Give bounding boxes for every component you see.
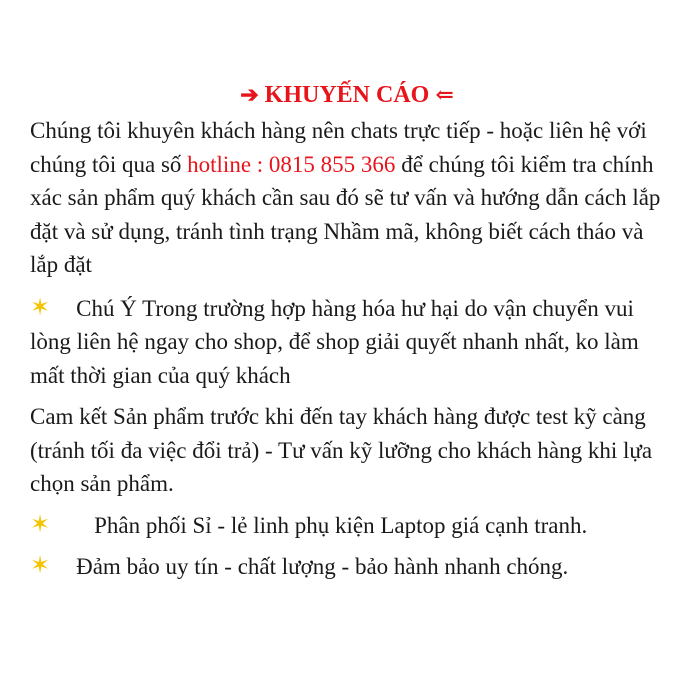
star-icon: ✶ — [30, 294, 51, 321]
notice-title-text: KHUYẾN CÁO — [264, 82, 430, 108]
warranty-paragraph — [30, 550, 664, 584]
hotline-text: hotline : 0815 855 366 — [187, 151, 396, 177]
commitment-paragraph — [30, 400, 664, 501]
contact-text-before: Chúng tôi khuyên khách hàng nên chats trực tiếp - hoặc liên hệ với chúng tôi qua số — [30, 118, 647, 177]
contact-text-after: để chúng tôi kiểm tra chính xác sản phẩm quý khách cần sau đó sẽ tư vấn và hướng dẫn cách lắp đặt và sử dụng, tránh tình trạng Nhầm mã, không biết cách tháo và lắp đặt — [30, 151, 661, 277]
distribution-text: Phân phối Sỉ - lẻ linh phụ kiện Laptop giá cạnh tranh. — [94, 512, 588, 538]
right-arrow-icon: ➔ — [240, 82, 259, 107]
star-icon: ✶ — [30, 511, 51, 538]
commitment-text: Cam kết Sản phẩm trước khi đến tay khách hàng được test kỹ càng (tránh tối đa việc đổi trả) - Tư vấn kỹ lưỡng cho khách hàng khi lựa chọn sản phẩm. — [30, 404, 653, 496]
star-icon: ✶ — [30, 553, 51, 579]
warranty-text: Đảm bảo uy tín - chất lượng - bảo hành nhanh chóng. — [76, 554, 569, 579]
distribution-paragraph — [30, 509, 664, 543]
contact-paragraph — [30, 114, 664, 282]
left-arrow-icon: ⇐ — [435, 82, 454, 107]
shipping-damage-text: Chú Ý Trong trường hợp hàng hóa hư hại do vận chuyển vui lòng liên hệ ngay cho shop, để shop giải quyết nhanh nhất, ko làm mất thời gian của quý khách — [30, 295, 639, 388]
shipping-damage-paragraph — [30, 292, 664, 393]
notice-title — [30, 78, 664, 112]
